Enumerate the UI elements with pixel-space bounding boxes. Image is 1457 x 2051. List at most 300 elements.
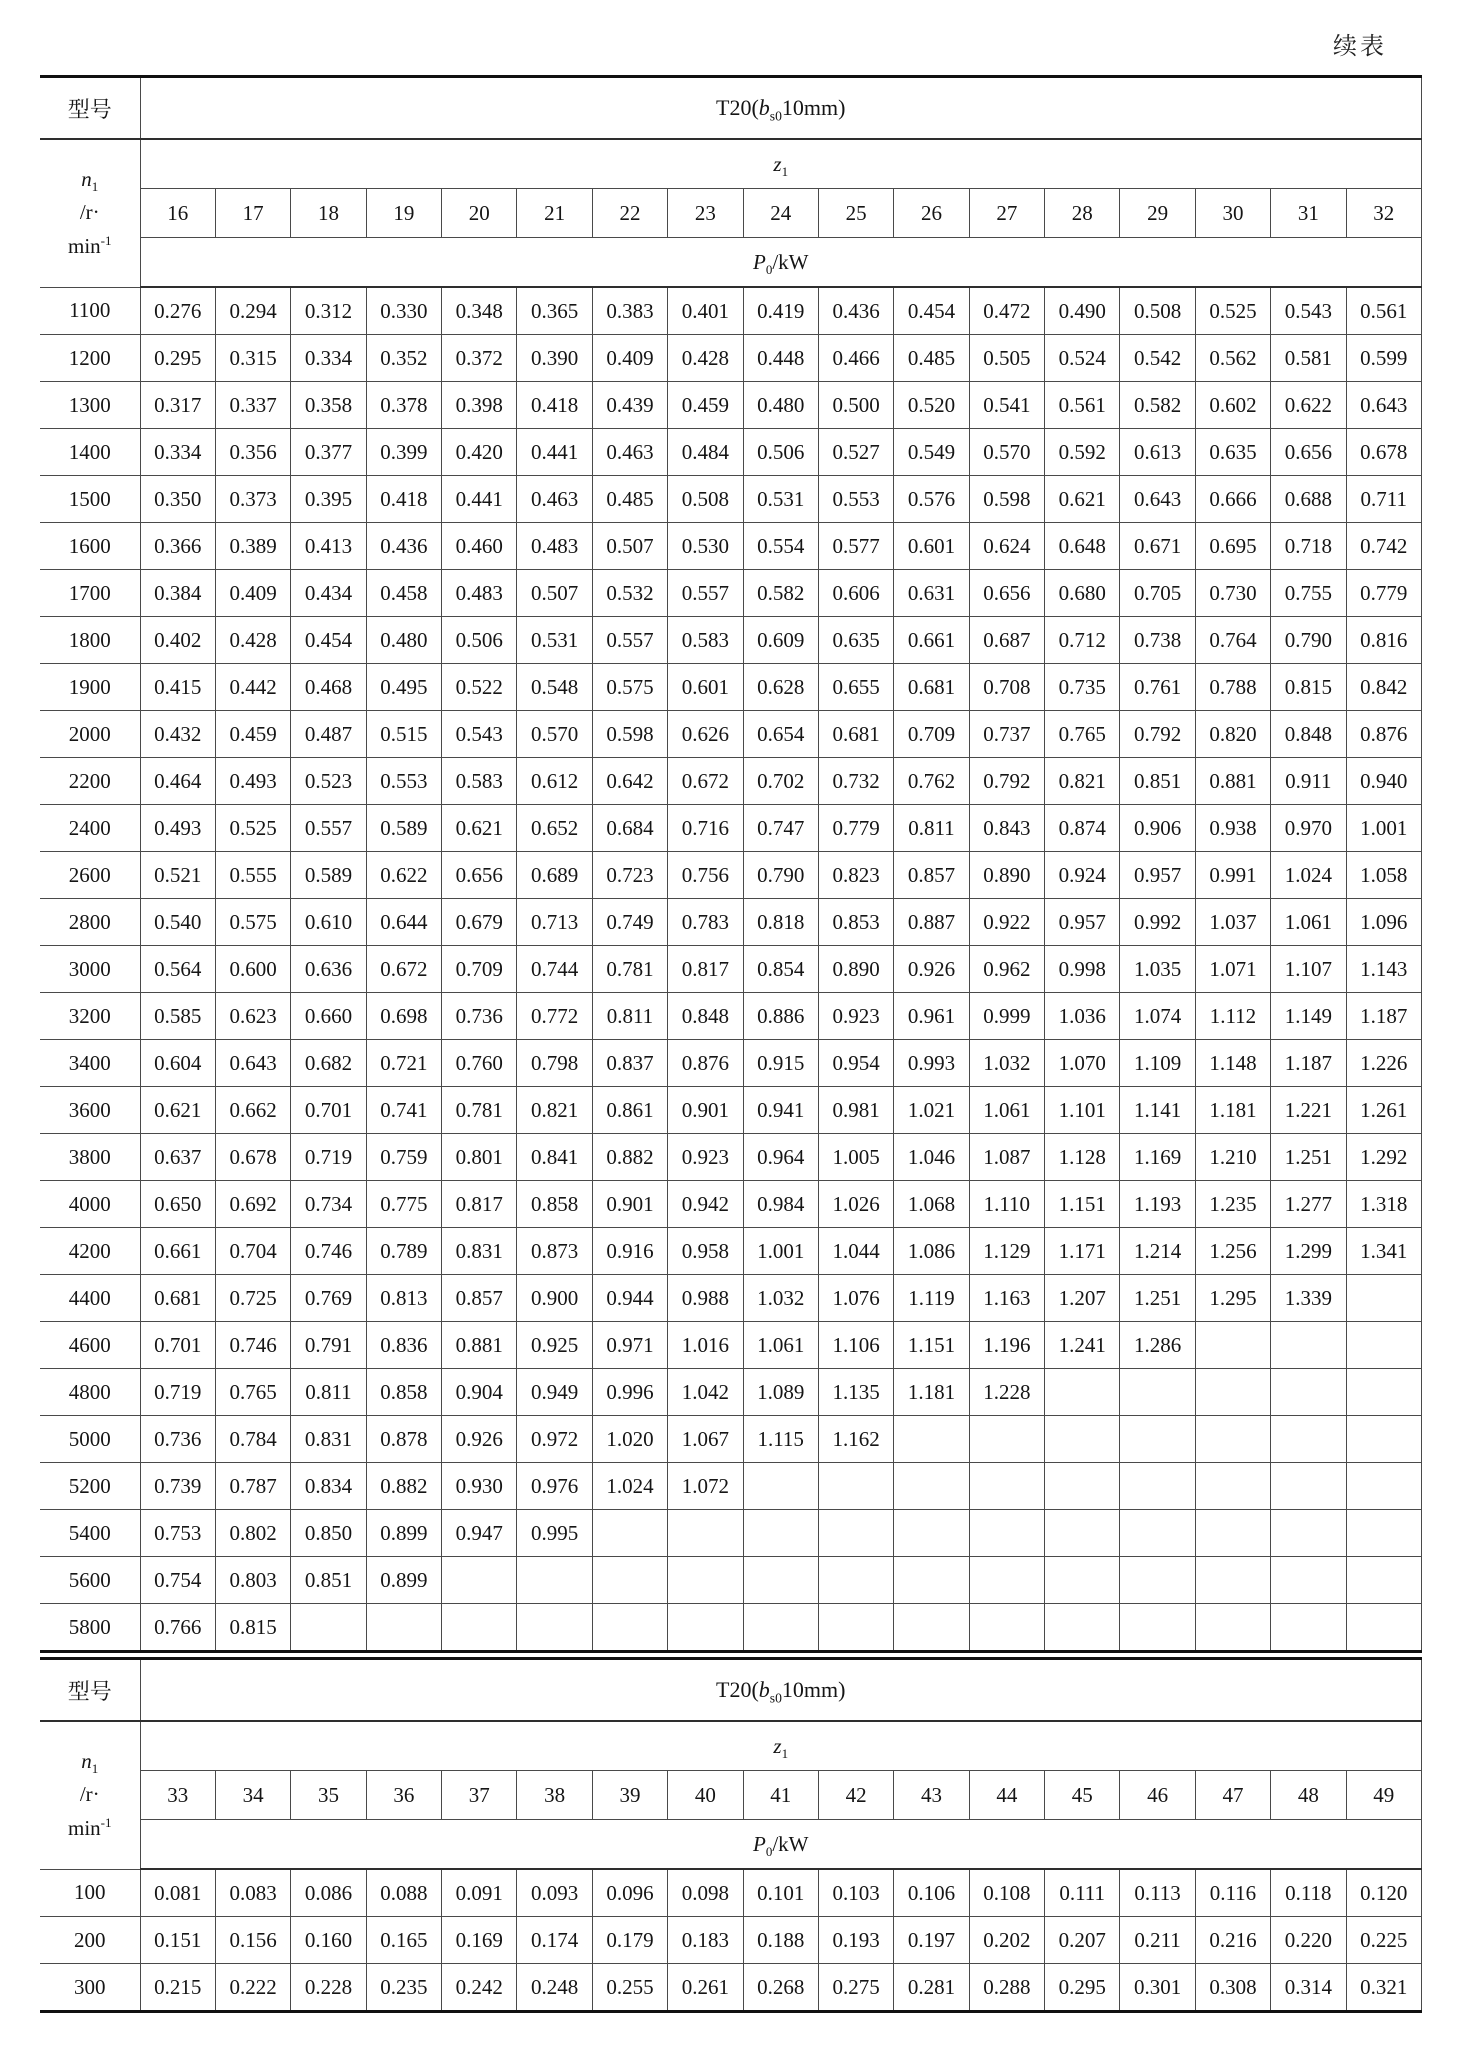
power-value-cell: 0.656 xyxy=(1271,429,1346,476)
power-value-cell: 0.485 xyxy=(592,476,667,523)
power-value-cell: 0.802 xyxy=(215,1510,290,1557)
power-value-cell xyxy=(894,1604,969,1652)
power-value-cell: 0.790 xyxy=(1271,617,1346,664)
power-value-cell: 0.555 xyxy=(215,852,290,899)
power-value-cell: 0.938 xyxy=(1195,805,1270,852)
power-value-cell: 1.221 xyxy=(1271,1087,1346,1134)
table-row xyxy=(40,1134,1422,1181)
power-value-cell xyxy=(1045,1604,1120,1652)
z1-col-header: 32 xyxy=(1346,189,1422,238)
power-value-cell: 0.811 xyxy=(894,805,969,852)
power-value-cell: 0.434 xyxy=(291,570,366,617)
power-value-cell: 0.101 xyxy=(743,1869,818,1917)
power-value-cell: 0.878 xyxy=(366,1416,441,1463)
power-value-cell: 0.409 xyxy=(592,335,667,382)
power-value-cell: 0.197 xyxy=(894,1917,969,1964)
power-value-cell: 0.803 xyxy=(215,1557,290,1604)
power-value-cell: 0.521 xyxy=(140,852,215,899)
power-value-cell: 1.036 xyxy=(1045,993,1120,1040)
power-value-cell: 0.652 xyxy=(517,805,592,852)
power-value-cell: 0.604 xyxy=(140,1040,215,1087)
z1-col-header: 19 xyxy=(366,189,441,238)
power-value-cell: 0.713 xyxy=(517,899,592,946)
power-value-cell xyxy=(668,1604,743,1652)
power-value-cell: 0.890 xyxy=(818,946,893,993)
power-value-cell: 0.995 xyxy=(517,1510,592,1557)
power-value-cell: 1.148 xyxy=(1195,1040,1270,1087)
power-value-cell xyxy=(1045,1369,1120,1416)
table-row xyxy=(40,617,1422,664)
power-value-cell: 0.398 xyxy=(442,382,517,429)
power-value-cell: 0.601 xyxy=(668,664,743,711)
power-value-cell: 0.507 xyxy=(592,523,667,570)
text-token: /kW xyxy=(772,1831,809,1856)
power-value-cell: 1.299 xyxy=(1271,1228,1346,1275)
power-unit-row xyxy=(40,1820,1422,1870)
power-value-cell: 0.103 xyxy=(818,1869,893,1917)
power-value-cell: 0.858 xyxy=(517,1181,592,1228)
power-value-cell: 0.681 xyxy=(894,664,969,711)
table-row xyxy=(40,1869,1422,1917)
power-value-cell: 0.235 xyxy=(366,1964,441,2012)
power-value-cell: 0.881 xyxy=(442,1322,517,1369)
row-speed-header: 3800 xyxy=(40,1134,140,1181)
power-value-cell: 1.196 xyxy=(969,1322,1044,1369)
row-speed-header: 1200 xyxy=(40,335,140,382)
power-value-cell: 0.418 xyxy=(517,382,592,429)
power-value-cell: 0.420 xyxy=(442,429,517,476)
power-value-cell: 0.463 xyxy=(592,429,667,476)
power-value-cell: 0.831 xyxy=(442,1228,517,1275)
power-value-cell xyxy=(1195,1510,1270,1557)
power-value-cell: 0.505 xyxy=(969,335,1044,382)
power-value-cell: 0.508 xyxy=(1120,287,1195,335)
power-value-cell: 0.730 xyxy=(1195,570,1270,617)
power-value-cell xyxy=(1271,1510,1346,1557)
z1-col-header: 25 xyxy=(818,189,893,238)
power-value-cell xyxy=(592,1557,667,1604)
power-value-cell xyxy=(366,1604,441,1652)
power-value-cell: 0.678 xyxy=(1346,429,1422,476)
power-value-cell: 0.564 xyxy=(140,946,215,993)
power-value-cell: 0.705 xyxy=(1120,570,1195,617)
power-value-cell: 0.459 xyxy=(668,382,743,429)
power-value-cell: 0.317 xyxy=(140,382,215,429)
z1-col-header: 16 xyxy=(140,189,215,238)
power-value-cell: 0.301 xyxy=(1120,1964,1195,2012)
power-value-cell: 0.817 xyxy=(668,946,743,993)
power-value-cell: 0.418 xyxy=(366,476,441,523)
power-value-cell: 0.207 xyxy=(1045,1917,1120,1964)
power-value-cell: 0.735 xyxy=(1045,664,1120,711)
power-value-cell: 1.318 xyxy=(1346,1181,1422,1228)
power-value-cell: 0.940 xyxy=(1346,758,1422,805)
power-value-cell: 0.970 xyxy=(1271,805,1346,852)
power-value-cell: 0.709 xyxy=(894,711,969,758)
text-token: 1 xyxy=(91,1761,99,1777)
power-value-cell: 0.383 xyxy=(592,287,667,335)
power-value-cell: 1.061 xyxy=(969,1087,1044,1134)
z1-col-header: 17 xyxy=(215,189,290,238)
power-value-cell: 0.464 xyxy=(140,758,215,805)
power-value-cell: 0.900 xyxy=(517,1275,592,1322)
power-value-cell: 0.402 xyxy=(140,617,215,664)
power-value-cell: 0.623 xyxy=(215,993,290,1040)
power-value-cell: 0.610 xyxy=(291,899,366,946)
power-value-cell: 0.525 xyxy=(1195,287,1270,335)
row-speed-header: 1700 xyxy=(40,570,140,617)
z1-col-header: 35 xyxy=(291,1771,366,1820)
power-value-cell xyxy=(442,1557,517,1604)
power-value-cell: 1.106 xyxy=(818,1322,893,1369)
row-speed-header: 4800 xyxy=(40,1369,140,1416)
speed-column-header xyxy=(40,1721,140,1869)
power-value-cell: 1.101 xyxy=(1045,1087,1120,1134)
power-value-cell: 0.947 xyxy=(442,1510,517,1557)
power-value-cell: 0.635 xyxy=(818,617,893,664)
power-value-cell: 0.861 xyxy=(592,1087,667,1134)
power-value-cell: 0.747 xyxy=(743,805,818,852)
power-value-cell: 0.622 xyxy=(366,852,441,899)
power-value-cell: 0.949 xyxy=(517,1369,592,1416)
power-value-cell xyxy=(1120,1510,1195,1557)
power-value-cell: 0.876 xyxy=(1346,711,1422,758)
power-value-cell: 0.854 xyxy=(743,946,818,993)
power-value-cell xyxy=(818,1557,893,1604)
row-speed-header: 1100 xyxy=(40,287,140,335)
z1-col-header: 36 xyxy=(366,1771,441,1820)
power-value-cell: 0.106 xyxy=(894,1869,969,1917)
power-value-cell: 1.141 xyxy=(1120,1087,1195,1134)
power-value-cell: 0.692 xyxy=(215,1181,290,1228)
power-value-cell: 1.251 xyxy=(1120,1275,1195,1322)
power-value-cell: 0.628 xyxy=(743,664,818,711)
teeth-count-header xyxy=(140,139,1422,189)
power-value-cell xyxy=(969,1510,1044,1557)
power-value-cell: 0.582 xyxy=(743,570,818,617)
power-value-cell: 0.842 xyxy=(1346,664,1422,711)
power-value-cell: 0.601 xyxy=(894,523,969,570)
power-value-cell: 1.087 xyxy=(969,1134,1044,1181)
power-value-cell xyxy=(1195,1557,1270,1604)
power-value-cell: 0.613 xyxy=(1120,429,1195,476)
power-value-cell: 1.169 xyxy=(1120,1134,1195,1181)
speed-unit-line xyxy=(40,196,140,230)
power-value-cell: 0.248 xyxy=(517,1964,592,2012)
power-value-cell xyxy=(1120,1369,1195,1416)
power-value-cell: 0.666 xyxy=(1195,476,1270,523)
power-value-cell: 0.781 xyxy=(442,1087,517,1134)
power-value-cell: 0.557 xyxy=(592,617,667,664)
power-value-cell: 0.515 xyxy=(366,711,441,758)
power-value-cell: 0.765 xyxy=(215,1369,290,1416)
power-value-cell: 0.113 xyxy=(1120,1869,1195,1917)
power-value-cell: 0.873 xyxy=(517,1228,592,1275)
row-speed-header: 4000 xyxy=(40,1181,140,1228)
power-value-cell: 0.784 xyxy=(215,1416,290,1463)
power-value-cell: 0.926 xyxy=(442,1416,517,1463)
power-value-cell: 0.532 xyxy=(592,570,667,617)
power-value-cell: 0.688 xyxy=(1271,476,1346,523)
power-value-cell: 0.490 xyxy=(1045,287,1120,335)
power-value-cell: 1.107 xyxy=(1271,946,1346,993)
power-value-cell: 0.530 xyxy=(668,523,743,570)
row-speed-header: 100 xyxy=(40,1869,140,1917)
power-value-cell: 0.976 xyxy=(517,1463,592,1510)
power-value-cell xyxy=(1195,1416,1270,1463)
power-value-cell xyxy=(894,1416,969,1463)
power-value-cell: 0.678 xyxy=(215,1134,290,1181)
power-value-cell: 0.294 xyxy=(215,287,290,335)
power-value-cell: 1.061 xyxy=(1271,899,1346,946)
power-value-cell: 0.654 xyxy=(743,711,818,758)
power-value-cell: 0.415 xyxy=(140,664,215,711)
power-value-cell xyxy=(1271,1463,1346,1510)
power-value-cell: 0.098 xyxy=(668,1869,743,1917)
power-value-cell: 0.886 xyxy=(743,993,818,1040)
power-value-cell xyxy=(1346,1322,1422,1369)
power-value-cell xyxy=(743,1463,818,1510)
power-value-cell: 1.193 xyxy=(1120,1181,1195,1228)
power-value-cell: 0.874 xyxy=(1045,805,1120,852)
power-unit-header xyxy=(140,1820,1422,1870)
power-value-cell xyxy=(1045,1416,1120,1463)
speed-unit-line xyxy=(40,230,140,264)
power-value-cell: 0.682 xyxy=(291,1040,366,1087)
table-row xyxy=(40,1369,1422,1416)
power-value-cell xyxy=(894,1463,969,1510)
power-value-cell: 0.775 xyxy=(366,1181,441,1228)
power-value-cell: 0.255 xyxy=(592,1964,667,2012)
power-value-cell xyxy=(1346,1275,1422,1322)
text-token: 1 xyxy=(781,163,789,179)
text-token: /r· xyxy=(79,1782,100,1807)
row-speed-header: 1500 xyxy=(40,476,140,523)
power-value-cell: 0.755 xyxy=(1271,570,1346,617)
power-value-cell xyxy=(1271,1322,1346,1369)
power-value-cell xyxy=(1195,1463,1270,1510)
power-value-cell: 1.341 xyxy=(1346,1228,1422,1275)
power-value-cell: 0.762 xyxy=(894,758,969,805)
speed-unit-line xyxy=(40,1745,140,1779)
power-value-cell: 0.792 xyxy=(969,758,1044,805)
power-value-cell: 0.790 xyxy=(743,852,818,899)
power-value-cell: 1.256 xyxy=(1195,1228,1270,1275)
z1-values-row xyxy=(40,1771,1422,1820)
power-value-cell: 0.541 xyxy=(969,382,1044,429)
row-speed-header: 1300 xyxy=(40,382,140,429)
z1-col-header: 45 xyxy=(1045,1771,1120,1820)
row-speed-header: 5600 xyxy=(40,1557,140,1604)
power-value-cell: 1.181 xyxy=(894,1369,969,1416)
power-value-cell: 0.442 xyxy=(215,664,290,711)
power-value-cell: 0.890 xyxy=(969,852,1044,899)
table-row xyxy=(40,1040,1422,1087)
power-value-cell: 0.964 xyxy=(743,1134,818,1181)
power-value-cell: 0.642 xyxy=(592,758,667,805)
row-speed-header: 4400 xyxy=(40,1275,140,1322)
text-token: s0 xyxy=(769,108,782,124)
power-value-cell: 0.330 xyxy=(366,287,441,335)
power-value-cell: 0.858 xyxy=(366,1369,441,1416)
text-token: 1 xyxy=(91,179,99,195)
power-value-cell: 0.841 xyxy=(517,1134,592,1181)
power-rating-table-2 xyxy=(40,1657,1422,2013)
continued-table-label: 续表 xyxy=(1333,34,1387,60)
power-value-cell: 1.058 xyxy=(1346,852,1422,899)
z1-col-header: 30 xyxy=(1195,189,1270,238)
power-value-cell: 1.286 xyxy=(1120,1322,1195,1369)
power-value-cell: 1.042 xyxy=(668,1369,743,1416)
power-value-cell: 0.942 xyxy=(668,1181,743,1228)
power-value-cell: 0.698 xyxy=(366,993,441,1040)
power-value-cell: 0.998 xyxy=(1045,946,1120,993)
power-value-cell: 0.589 xyxy=(291,852,366,899)
power-value-cell: 0.606 xyxy=(818,570,893,617)
text-token: T20( xyxy=(716,95,759,120)
power-value-cell xyxy=(818,1510,893,1557)
text-token: z xyxy=(773,1733,782,1758)
row-speed-header: 2200 xyxy=(40,758,140,805)
row-speed-header: 3400 xyxy=(40,1040,140,1087)
power-value-cell: 0.409 xyxy=(215,570,290,617)
table-row xyxy=(40,1416,1422,1463)
power-value-cell: 0.622 xyxy=(1271,382,1346,429)
power-value-cell: 0.821 xyxy=(517,1087,592,1134)
power-value-cell: 1.277 xyxy=(1271,1181,1346,1228)
power-value-cell: 1.241 xyxy=(1045,1322,1120,1369)
table-row xyxy=(40,899,1422,946)
power-value-cell: 1.292 xyxy=(1346,1134,1422,1181)
power-value-cell: 0.817 xyxy=(442,1181,517,1228)
power-value-cell: 0.660 xyxy=(291,993,366,1040)
power-value-cell: 0.899 xyxy=(366,1557,441,1604)
power-unit-header xyxy=(140,238,1422,288)
table-row xyxy=(40,1510,1422,1557)
power-value-cell: 0.738 xyxy=(1120,617,1195,664)
power-value-cell: 1.072 xyxy=(668,1463,743,1510)
power-value-cell: 0.887 xyxy=(894,899,969,946)
power-value-cell: 0.399 xyxy=(366,429,441,476)
power-value-cell xyxy=(1195,1604,1270,1652)
power-value-cell: 0.624 xyxy=(969,523,1044,570)
power-value-cell: 0.334 xyxy=(140,429,215,476)
power-value-cell: 0.454 xyxy=(291,617,366,664)
power-value-cell: 1.020 xyxy=(592,1416,667,1463)
power-value-cell: 0.419 xyxy=(743,287,818,335)
power-value-cell: 0.764 xyxy=(1195,617,1270,664)
power-value-cell: 0.389 xyxy=(215,523,290,570)
power-value-cell: 0.524 xyxy=(1045,335,1120,382)
z1-col-header: 49 xyxy=(1346,1771,1422,1820)
table-row xyxy=(40,664,1422,711)
power-value-cell: 0.441 xyxy=(442,476,517,523)
power-value-cell: 0.769 xyxy=(291,1275,366,1322)
text-token: min xyxy=(67,1816,101,1841)
power-value-cell: 0.242 xyxy=(442,1964,517,2012)
power-value-cell: 0.401 xyxy=(668,287,743,335)
power-value-cell: 0.598 xyxy=(969,476,1044,523)
power-value-cell: 1.251 xyxy=(1271,1134,1346,1181)
power-value-cell: 1.295 xyxy=(1195,1275,1270,1322)
power-value-cell xyxy=(743,1557,818,1604)
power-value-cell: 1.339 xyxy=(1271,1275,1346,1322)
power-value-cell: 0.384 xyxy=(140,570,215,617)
power-value-cell: 0.648 xyxy=(1045,523,1120,570)
text-token: /kW xyxy=(772,249,809,274)
power-value-cell: 0.813 xyxy=(366,1275,441,1322)
power-value-cell: 1.032 xyxy=(969,1040,1044,1087)
power-value-cell: 0.961 xyxy=(894,993,969,1040)
power-value-cell: 0.216 xyxy=(1195,1917,1270,1964)
table-row xyxy=(40,946,1422,993)
power-value-cell: 0.390 xyxy=(517,335,592,382)
z1-col-header: 46 xyxy=(1120,1771,1195,1820)
power-value-cell: 1.037 xyxy=(1195,899,1270,946)
power-value-cell: 0.761 xyxy=(1120,664,1195,711)
row-speed-header: 5000 xyxy=(40,1416,140,1463)
power-value-cell xyxy=(291,1604,366,1652)
power-value-cell xyxy=(1271,1369,1346,1416)
row-speed-header: 300 xyxy=(40,1964,140,2012)
power-value-cell: 0.314 xyxy=(1271,1964,1346,2012)
power-value-cell: 0.671 xyxy=(1120,523,1195,570)
row-speed-header: 5800 xyxy=(40,1604,140,1652)
power-value-cell xyxy=(668,1557,743,1604)
power-value-cell: 0.783 xyxy=(668,899,743,946)
power-value-cell: 0.831 xyxy=(291,1416,366,1463)
power-value-cell: 0.583 xyxy=(668,617,743,664)
power-value-cell xyxy=(1045,1557,1120,1604)
power-value-cell: 0.962 xyxy=(969,946,1044,993)
text-token: s0 xyxy=(769,1690,782,1706)
power-value-cell: 0.746 xyxy=(215,1322,290,1369)
power-value-cell: 0.837 xyxy=(592,1040,667,1087)
power-value-cell: 0.718 xyxy=(1271,523,1346,570)
z1-col-header: 42 xyxy=(818,1771,893,1820)
model-header-row xyxy=(40,77,1422,140)
power-value-cell: 0.772 xyxy=(517,993,592,1040)
power-value-cell xyxy=(1120,1557,1195,1604)
power-value-cell xyxy=(818,1463,893,1510)
power-value-cell: 0.781 xyxy=(592,946,667,993)
power-value-cell: 1.187 xyxy=(1271,1040,1346,1087)
z1-col-header: 20 xyxy=(442,189,517,238)
table-row xyxy=(40,335,1422,382)
power-value-cell: 0.428 xyxy=(215,617,290,664)
power-value-cell: 1.210 xyxy=(1195,1134,1270,1181)
power-value-cell: 0.585 xyxy=(140,993,215,1040)
power-value-cell: 0.193 xyxy=(818,1917,893,1964)
power-value-cell: 0.857 xyxy=(442,1275,517,1322)
power-value-cell: 0.820 xyxy=(1195,711,1270,758)
power-value-cell: 0.736 xyxy=(140,1416,215,1463)
text-token: 10mm) xyxy=(781,1677,846,1702)
power-value-cell: 0.930 xyxy=(442,1463,517,1510)
table-row xyxy=(40,476,1422,523)
text-token: 0 xyxy=(765,1843,773,1859)
power-value-cell: 0.991 xyxy=(1195,852,1270,899)
power-value-cell: 0.295 xyxy=(1045,1964,1120,2012)
power-value-cell: 0.626 xyxy=(668,711,743,758)
power-value-cell: 0.523 xyxy=(291,758,366,805)
table-row xyxy=(40,1322,1422,1369)
power-value-cell: 0.480 xyxy=(366,617,441,664)
power-value-cell: 0.957 xyxy=(1045,899,1120,946)
power-value-cell: 0.637 xyxy=(140,1134,215,1181)
power-value-cell: 0.592 xyxy=(1045,429,1120,476)
row-speed-header: 5200 xyxy=(40,1463,140,1510)
